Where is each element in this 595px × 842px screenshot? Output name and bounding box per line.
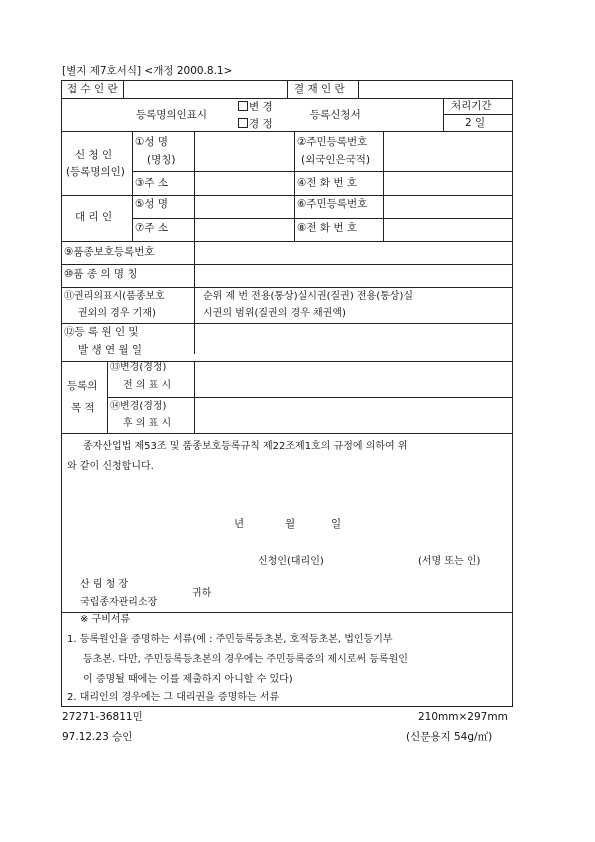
processing-value: 2 일 (465, 117, 486, 129)
applicant-name-label: ①성 명 (135, 136, 169, 148)
right-label: ⑪권리의표시(품종보호 (64, 291, 165, 302)
applicant-id-sub: (외국인은국적) (301, 154, 371, 166)
date-day: 일 (331, 518, 342, 530)
attachment-item1-line1: 1. 등록원인을 증명하는 서류(예 : 주민등록등초본, 호적등초본, 법인등기부 (67, 634, 393, 645)
approval-label: 결 재 인 란 (294, 83, 345, 95)
attachments-heading: ※ 구비서류 (80, 614, 131, 625)
receipt-label: 접 수 인 란 (67, 83, 118, 95)
agent-label: 대 리 인 (75, 211, 113, 223)
agent-name-label: ⑤성 명 (135, 198, 169, 210)
reg-purpose-label-sub: 목 적 (71, 402, 95, 414)
applicant-id-label: ②주민등록번호 (297, 136, 368, 148)
after-label-sub: 후 의 표 시 (123, 418, 172, 429)
addressee-line2: 국립종자관리소장 (80, 597, 158, 608)
date-month: 월 (285, 518, 296, 530)
signature-note: (서명 또는 인) (418, 556, 481, 567)
after-input[interactable] (195, 398, 510, 432)
applicant-address-label: ③주 소 (135, 177, 169, 189)
applicant-name-input[interactable] (195, 132, 293, 170)
footer-code: 27271-36811민 (62, 711, 143, 723)
option-correct[interactable]: 경 정 (238, 118, 273, 130)
agent-address-label: ⑦주 소 (135, 222, 169, 234)
applicant-phone-input[interactable] (384, 172, 510, 194)
addressee-line1: 산 림 청 장 (80, 579, 129, 590)
applicant-id-input[interactable] (384, 132, 510, 170)
correct-checkbox[interactable] (238, 118, 248, 128)
date-year: 년 (234, 518, 245, 530)
agent-phone-label: ⑧전 화 번 호 (297, 222, 357, 234)
processing-label: 처리기간 (451, 100, 492, 112)
footer-approval-date: 97.12.23 승인 (62, 731, 133, 743)
right-label-sub: 권외의 경우 기재) (78, 308, 156, 319)
applicant-label-sub: (등록명의인) (66, 166, 125, 178)
change-checkbox[interactable] (238, 101, 248, 111)
attachment-item2: 2. 대리인의 경우에는 그 대리권을 증명하는 서류 (67, 692, 280, 703)
attachment-item1-line3: 이 증명될 때에는 이를 제출하지 아니할 수 있다) (83, 674, 293, 685)
before-label-sub: 전 의 표 시 (123, 380, 172, 391)
applicant-signature: 신청인(대리인) (258, 556, 324, 567)
footer-paper: (신문용지 54g/㎡) (406, 731, 493, 743)
statement-line2: 와 같이 신청합니다. (67, 461, 154, 472)
applicant-phone-label: ④전 화 번 호 (297, 177, 357, 189)
right-value-line1: 순위 제 번 전용(통상)실시권(질권) 전용(통상)실 (203, 291, 414, 302)
variety-name-label: ⑩품 종 의 명 칭 (64, 268, 138, 280)
footer-size: 210mm×297mm (418, 711, 508, 723)
before-input[interactable] (195, 362, 510, 396)
reg-purpose-label: 등록의 (67, 380, 98, 392)
right-value-line2: 시권의 범위(질권의 경우 채권액) (203, 308, 346, 319)
cause-input[interactable] (195, 324, 510, 360)
agent-id-input[interactable] (384, 196, 510, 217)
title-prefix: 등록명의인표시 (136, 109, 208, 121)
before-label: ⑬변경(경정) (110, 362, 167, 373)
statement-line1: 종자산업법 제53조 및 품종보호등록규칙 제22조제1호의 규정에 의하여 위 (83, 441, 408, 452)
applicant-address-input[interactable] (195, 172, 293, 194)
agent-phone-input[interactable] (384, 219, 510, 240)
agent-address-input[interactable] (195, 219, 293, 240)
variety-name-input[interactable] (195, 265, 510, 286)
attachment-item1-line2: 등초본. 다만, 주민등록등초본의 경우에는 주민등록증의 제시로써 등록원인 (83, 654, 408, 665)
form-header: [별지 제7호서식] <개정 2000.8.1> (62, 65, 233, 77)
title-suffix: 등록신청서 (310, 109, 361, 121)
option-change[interactable]: 변 경 (238, 101, 273, 113)
cause-label-sub: 발 생 연 월 일 (78, 344, 143, 356)
agent-id-label: ⑥주민등록번호 (297, 198, 368, 210)
addressee-suffix: 귀하 (192, 588, 212, 599)
agent-name-input[interactable] (195, 196, 293, 217)
cause-label: ⑫등 록 원 인 및 (64, 326, 139, 338)
applicant-label: 신 청 인 (75, 149, 113, 161)
variety-reg-no-label: ⑨품종보호등록번호 (64, 246, 155, 258)
after-label: ⑭변경(경정) (110, 401, 167, 412)
applicant-name-sub: (명칭) (147, 154, 176, 166)
variety-reg-no-input[interactable] (195, 242, 510, 263)
